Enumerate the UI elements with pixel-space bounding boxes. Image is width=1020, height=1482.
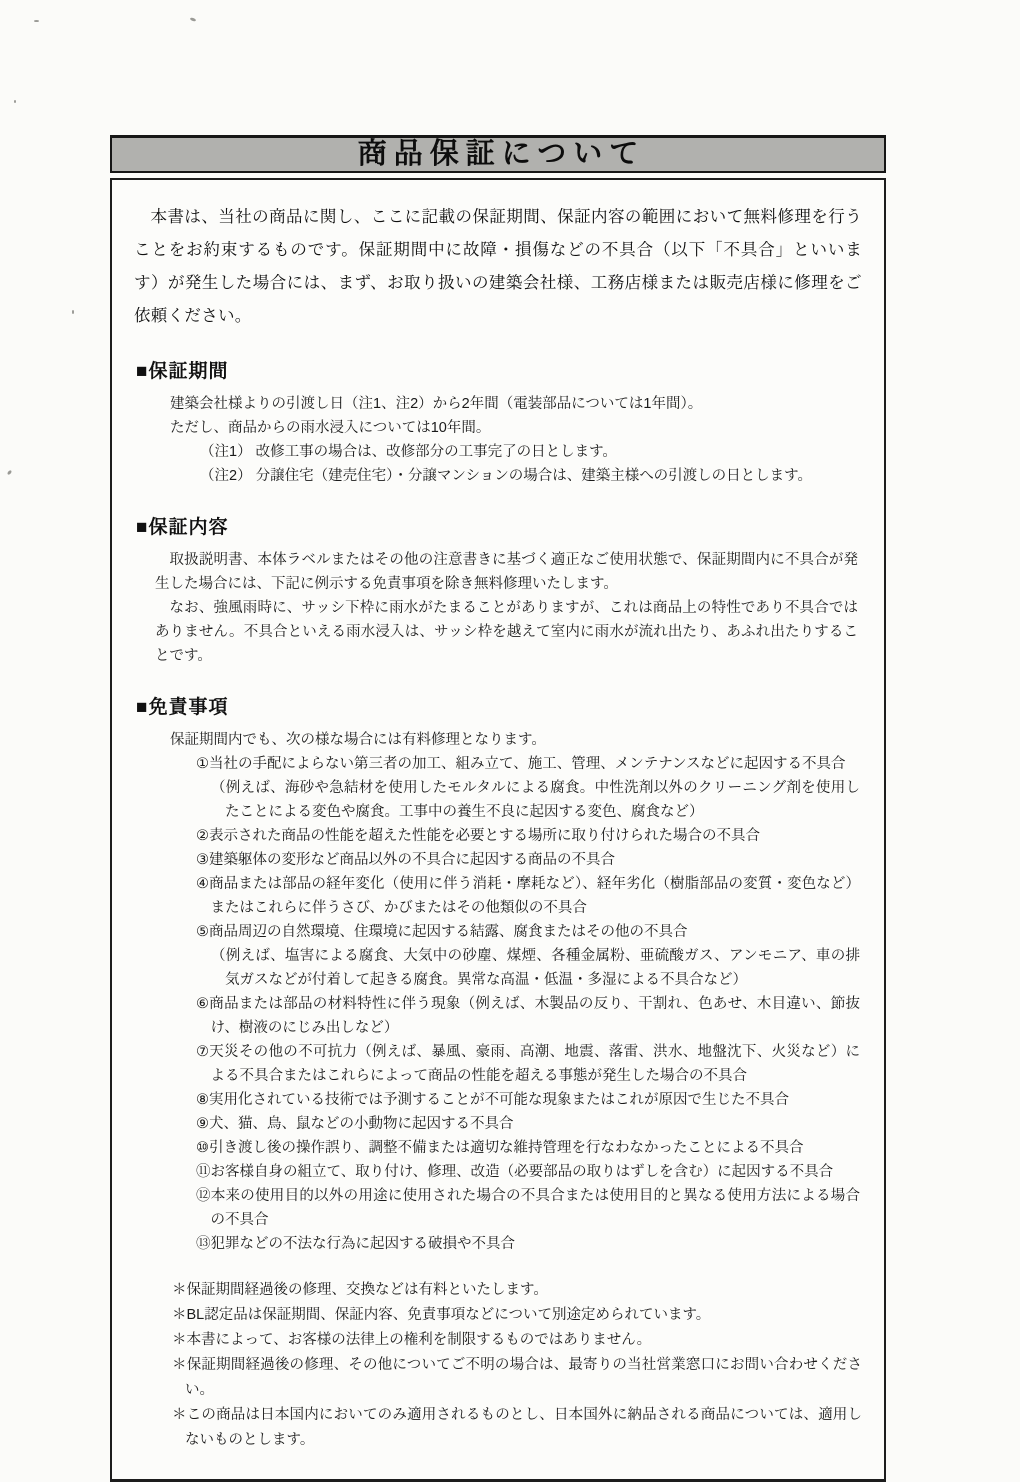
section-warranty-period: [134, 356, 862, 488]
item-text: 犯罪などの不法な行為に起因する破損や不具合: [210, 1236, 515, 1252]
item-number: ⑥: [196, 996, 210, 1012]
item-number: ②: [196, 828, 209, 844]
item-text: 商品または部品の経年変化（使用に伴う消耗・摩耗など）、経年劣化（樹脂部品の変質・変色など）またはこれらに伴うさび、かびまたはその他類似の不具合: [209, 876, 861, 916]
disclaimer-item: [196, 1136, 860, 1160]
disclaimer-item: [196, 1040, 860, 1088]
item-text: お客様自身の組立て、取り付け、修理、改造（必要部品の取りはずしを含む）に起因する不具合: [210, 1164, 834, 1180]
disclaimer-item: [196, 920, 860, 992]
footnote-item: ＊本書によって、お客様の法律上の権利を制限するものではありません。: [172, 1332, 652, 1348]
intro-paragraph: 本書は、当社の商品に関し、ここに記載の保証期間、保証内容の範囲において無料修理を行うことをお約束するものです。保証期間中に故障・損傷などの不具合（以下「不具合」といいます）が発生した場合には、まず、お取り扱いの建築会社様、工務店様または販売店様に修理をご依頼ください。: [134, 207, 862, 325]
item-text: 表示された商品の性能を超えた性能を必要とする場所に取り付けられた場合の不具合: [209, 828, 760, 844]
disclaimer-item: [196, 1088, 860, 1112]
warranty-content-paragraphs: [155, 548, 858, 668]
item-text: 引き渡し後の操作誤り、調整不備または適切な維持管理を行なわなかったことによる不具合: [209, 1140, 804, 1156]
section-heading-warranty-content: ■保証内容: [136, 517, 229, 538]
body-line: ただし、商品からの雨水浸入については10年間。: [170, 420, 491, 436]
item-text: 商品または部品の材料特性に伴う現象（例えば、木製品の反り、干割れ、色あせ、木目違い、節抜け、樹液のにじみ出しなど）: [209, 996, 861, 1036]
footnote-item: ＊保証期間経過後の修理、その他についてご不明の場合は、最寄りの当社営業窓口にお問い合わせください。: [172, 1357, 862, 1398]
scan-artifact: [34, 20, 39, 22]
item-number: ④: [196, 876, 210, 892]
disclaimer-item: [196, 992, 860, 1040]
note-line: （注1） 改修工事の場合は、改修部分の工事完了の日とします。: [200, 444, 617, 460]
warranty-period-notes: [200, 440, 862, 488]
item-example: （例えば、塩害による腐食、大気中の砂塵、煤煙、各種金属粉、亜硫酸ガス、アンモニア、車の排気ガスなどが付着して起きる腐食。異常な高温・低温・多湿による不具合など）: [211, 948, 860, 988]
item-number: ⑦: [196, 1044, 210, 1060]
item-number: ⑪: [196, 1164, 211, 1180]
disclaimer-item: [196, 1184, 860, 1232]
section-heading-disclaimers: ■免責事項: [136, 697, 229, 718]
item-text: 本来の使用目的以外の用途に使用された場合の不具合または使用目的と異なる使用方法による場合の不具合: [210, 1188, 861, 1228]
item-example: （例えば、海砂や急結材を使用したモルタルによる腐食。中性洗剤以外のクリーニング剤を使用したことによる変色や腐食。工事中の養生不良に起因する変色、腐食など）: [211, 780, 860, 820]
footnote-item: ＊この商品は日本国内においてのみ適用されるものとし、日本国外に納品される商品については、適用しないものとします。: [172, 1407, 862, 1448]
warranty-content-box: [110, 178, 886, 1482]
disclaimer-item: [196, 752, 860, 824]
warranty-period-lines: [170, 392, 862, 440]
body-line: 建築会社様よりの引渡し日（注1、注2）から2年間（電装部品については1年間）。: [170, 396, 703, 412]
disclaimer-item: [196, 1160, 860, 1184]
item-text: 天災その他の不可抗力（例えば、暴風、豪雨、高潮、地震、落雷、洪水、地盤沈下、火災など）による不具合またはこれらによって商品の性能を超える事態が発生した場合の不具合: [209, 1044, 860, 1084]
item-number: ①: [196, 756, 209, 772]
footnote-list: [172, 1278, 862, 1453]
page-title: 商品保証について: [357, 138, 646, 170]
item-text: 当社の手配によらない第三者の加工、組み立て、施工、管理、メンテナンスなどに起因する不具合: [209, 756, 846, 772]
item-number: ⑨: [196, 1116, 209, 1132]
item-number: ⑤: [196, 924, 209, 940]
item-number: ⑧: [196, 1092, 209, 1108]
disclaimer-intro: 保証期間内でも、次の様な場合には有料修理となります。: [170, 732, 546, 748]
item-number: ⑫: [196, 1188, 211, 1204]
disclaimer-item: [196, 872, 860, 920]
scan-artifact: [190, 17, 197, 22]
scan-artifact: [7, 470, 13, 476]
body-paragraph: 取扱説明書、本体ラベルまたはその他の注意書きに基づく適正なご使用状態で、保証期間内に不具合が発生した場合には、下記に例示する免責事項を除き無料修理いたします。: [155, 552, 858, 592]
item-text: 商品周辺の自然環境、住環境に起因する結露、腐食またはその他の不具合: [209, 924, 688, 940]
note-line: （注2） 分譲住宅（建売住宅）・分譲マンションの場合は、建築主様への引渡しの日とします。: [200, 468, 813, 484]
disclaimer-item: [196, 824, 860, 848]
disclaimer-list: [196, 752, 860, 1256]
body-paragraph: なお、強風雨時に、サッシ下枠に雨水がたまることがありますが、これは商品上の特性であり不具合ではありません。不具合といえる雨水浸入は、サッシ枠を越えて室内に雨水が流れ出たり、あふれ出たりすることです。: [155, 600, 858, 664]
footnote-item: ＊BL認定品は保証期間、保証内容、免責事項などについて別途定められています。: [172, 1307, 711, 1323]
page-title-bar: [110, 135, 886, 173]
disclaimer-item: [196, 848, 860, 872]
item-number: ⑩: [196, 1140, 209, 1156]
disclaimer-item: [196, 1232, 860, 1256]
scan-artifact: [14, 100, 16, 103]
item-text: 建築躯体の変形など商品以外の不具合に起因する商品の不具合: [209, 852, 615, 868]
section-warranty-content: [134, 512, 862, 668]
scan-artifact: [72, 310, 74, 314]
document-page: [110, 135, 886, 1482]
item-number: ⑬: [196, 1236, 211, 1252]
item-text: 実用化されている技術では予測することが不可能な現象またはこれが原因で生じた不具合: [209, 1092, 789, 1108]
item-number: ③: [196, 852, 209, 868]
section-disclaimers: [134, 692, 862, 1256]
section-heading-warranty-period: ■保証期間: [136, 361, 229, 382]
footnote-item: ＊保証期間経過後の修理、交換などは有料といたします。: [172, 1282, 548, 1298]
item-text: 犬、猫、鳥、鼠などの小動物に起因する不具合: [209, 1116, 514, 1132]
disclaimer-item: [196, 1112, 860, 1136]
